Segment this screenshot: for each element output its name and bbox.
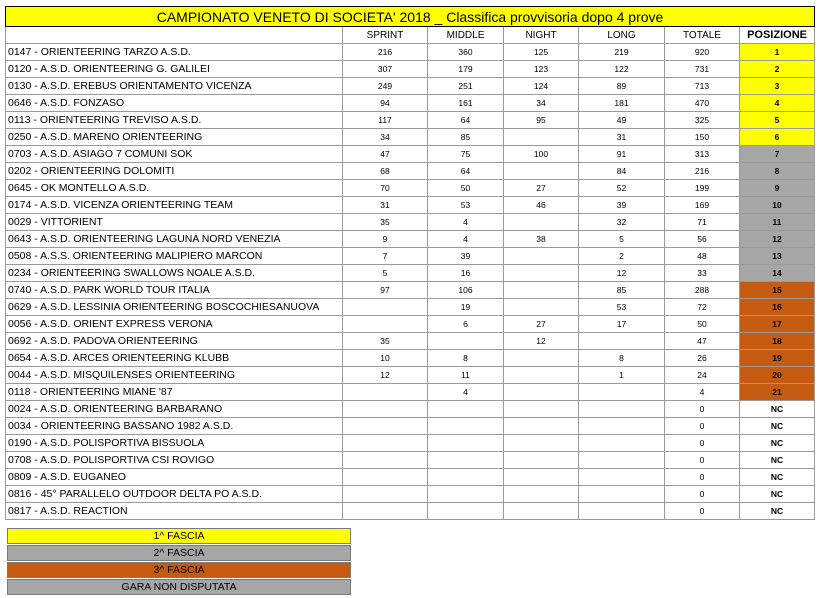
- night-cell: 95: [504, 112, 579, 129]
- position-cell: 15: [740, 282, 815, 299]
- middle-cell: [428, 503, 504, 520]
- sprint-cell: 10: [343, 350, 428, 367]
- night-cell: [504, 452, 579, 469]
- position-cell: 4: [740, 95, 815, 112]
- sprint-cell: 35: [343, 214, 428, 231]
- position-cell: 7: [740, 146, 815, 163]
- middle-cell: [428, 333, 504, 350]
- sprint-cell: [343, 503, 428, 520]
- sprint-cell: [343, 418, 428, 435]
- long-cell: 219: [579, 44, 665, 61]
- middle-cell: 75: [428, 146, 504, 163]
- table-row: [6, 282, 815, 299]
- position-cell: 13: [740, 248, 815, 265]
- total-cell: 150: [665, 129, 740, 146]
- long-cell: 8: [579, 350, 665, 367]
- middle-cell: 8: [428, 350, 504, 367]
- night-cell: [504, 435, 579, 452]
- night-cell: 124: [504, 78, 579, 95]
- header-team: [6, 27, 343, 44]
- long-cell: 31: [579, 129, 665, 146]
- table-row: [6, 418, 815, 435]
- total-cell: 56: [665, 231, 740, 248]
- team-name-cell: 0034 - ORIENTEERING BASSANO 1982 A.S.D.: [6, 418, 343, 435]
- sprint-cell: 94: [343, 95, 428, 112]
- table-row: [6, 469, 815, 486]
- team-name-cell: 0508 - A.S.S. ORIENTEERING MALIPIERO MARCON: [6, 248, 343, 265]
- team-name-cell: 0740 - A.S.D. PARK WORLD TOUR ITALIA: [6, 282, 343, 299]
- sprint-cell: 97: [343, 282, 428, 299]
- night-cell: [504, 401, 579, 418]
- position-cell: 17: [740, 316, 815, 333]
- middle-cell: 4: [428, 214, 504, 231]
- night-cell: [504, 299, 579, 316]
- night-cell: 12: [504, 333, 579, 350]
- position-cell: 3: [740, 78, 815, 95]
- middle-cell: 85: [428, 129, 504, 146]
- table-row: [6, 146, 815, 163]
- team-name-cell: 0044 - A.S.D. MISQUILENSES ORIENTEERING: [6, 367, 343, 384]
- position-cell: NC: [740, 418, 815, 435]
- middle-cell: 360: [428, 44, 504, 61]
- night-cell: 38: [504, 231, 579, 248]
- long-cell: [579, 384, 665, 401]
- total-cell: 0: [665, 503, 740, 520]
- total-cell: 0: [665, 452, 740, 469]
- total-cell: 26: [665, 350, 740, 367]
- total-cell: 47: [665, 333, 740, 350]
- position-cell: 20: [740, 367, 815, 384]
- header-long: LONG: [579, 27, 665, 44]
- team-name-cell: 0024 - A.S.D. ORIENTEERING BARBARANO: [6, 401, 343, 418]
- night-cell: [504, 486, 579, 503]
- table-row: [6, 350, 815, 367]
- table-row: [6, 78, 815, 95]
- night-cell: [504, 248, 579, 265]
- table-row: [6, 333, 815, 350]
- position-cell: NC: [740, 503, 815, 520]
- night-cell: [504, 163, 579, 180]
- night-cell: 27: [504, 180, 579, 197]
- sprint-cell: [343, 452, 428, 469]
- middle-cell: 16: [428, 265, 504, 282]
- night-cell: [504, 129, 579, 146]
- team-name-cell: 0120 - A.S.D. ORIENTEERING G. GALILEI: [6, 61, 343, 78]
- total-cell: 48: [665, 248, 740, 265]
- team-name-cell: 0646 - A.S.D. FONZASO: [6, 95, 343, 112]
- long-cell: 2: [579, 248, 665, 265]
- position-cell: NC: [740, 452, 815, 469]
- title-row: [6, 7, 815, 27]
- table-row: [6, 231, 815, 248]
- middle-cell: [428, 435, 504, 452]
- long-cell: 53: [579, 299, 665, 316]
- night-cell: [504, 350, 579, 367]
- position-cell: 9: [740, 180, 815, 197]
- position-cell: NC: [740, 401, 815, 418]
- middle-cell: 19: [428, 299, 504, 316]
- table-row: [6, 95, 815, 112]
- middle-cell: 4: [428, 231, 504, 248]
- table-row: [6, 265, 815, 282]
- middle-cell: [428, 452, 504, 469]
- night-cell: [504, 265, 579, 282]
- position-cell: 1: [740, 44, 815, 61]
- long-cell: 12: [579, 265, 665, 282]
- position-cell: 12: [740, 231, 815, 248]
- table-row: [6, 299, 815, 316]
- legend-fascia1: 1^ FASCIA: [7, 528, 351, 544]
- legend-fascia2: 2^ FASCIA: [7, 545, 351, 561]
- middle-cell: 6: [428, 316, 504, 333]
- table-row: [6, 214, 815, 231]
- sprint-cell: 12: [343, 367, 428, 384]
- total-cell: 216: [665, 163, 740, 180]
- long-cell: [579, 333, 665, 350]
- long-cell: 181: [579, 95, 665, 112]
- header-middle: MIDDLE: [428, 27, 504, 44]
- position-cell: 19: [740, 350, 815, 367]
- long-cell: 84: [579, 163, 665, 180]
- table-row: [6, 486, 815, 503]
- middle-cell: 11: [428, 367, 504, 384]
- night-cell: 34: [504, 95, 579, 112]
- night-cell: [504, 418, 579, 435]
- team-name-cell: 0692 - A.S.D. PADOVA ORIENTEERING: [6, 333, 343, 350]
- table-row: [6, 401, 815, 418]
- sprint-cell: 216: [343, 44, 428, 61]
- middle-cell: 179: [428, 61, 504, 78]
- page-title: CAMPIONATO VENETO DI SOCIETA' 2018 _ Classifica provvisoria dopo 4 prove: [6, 7, 815, 27]
- position-cell: 11: [740, 214, 815, 231]
- table-row: [6, 61, 815, 78]
- middle-cell: [428, 401, 504, 418]
- position-cell: NC: [740, 435, 815, 452]
- middle-cell: 53: [428, 197, 504, 214]
- long-cell: [579, 452, 665, 469]
- night-cell: [504, 214, 579, 231]
- night-cell: [504, 503, 579, 520]
- team-name-cell: 0816 - 45° PARALLELO OUTDOOR DELTA PO A.S.D.: [6, 486, 343, 503]
- total-cell: 325: [665, 112, 740, 129]
- sprint-cell: 70: [343, 180, 428, 197]
- sprint-cell: 31: [343, 197, 428, 214]
- team-name-cell: 0708 - A.S.D. POLISPORTIVA CSI ROVIGO: [6, 452, 343, 469]
- sprint-cell: [343, 435, 428, 452]
- position-cell: 8: [740, 163, 815, 180]
- middle-cell: 39: [428, 248, 504, 265]
- long-cell: [579, 418, 665, 435]
- total-cell: 199: [665, 180, 740, 197]
- table-row: [6, 163, 815, 180]
- team-name-cell: 0174 - A.S.D. VICENZA ORIENTEERING TEAM: [6, 197, 343, 214]
- table-row: [6, 452, 815, 469]
- long-cell: 39: [579, 197, 665, 214]
- total-cell: 731: [665, 61, 740, 78]
- sprint-cell: [343, 299, 428, 316]
- table-row: [6, 44, 815, 61]
- sprint-cell: [343, 316, 428, 333]
- middle-cell: 50: [428, 180, 504, 197]
- middle-cell: [428, 469, 504, 486]
- total-cell: 50: [665, 316, 740, 333]
- sprint-cell: [343, 469, 428, 486]
- total-cell: 0: [665, 418, 740, 435]
- header-sprint: SPRINT: [343, 27, 428, 44]
- table-row: [6, 129, 815, 146]
- legend-non-disputata: GARA NON DISPUTATA: [7, 579, 351, 595]
- sprint-cell: 5: [343, 265, 428, 282]
- sprint-cell: [343, 401, 428, 418]
- middle-cell: [428, 418, 504, 435]
- position-cell: 10: [740, 197, 815, 214]
- long-cell: 49: [579, 112, 665, 129]
- position-cell: 5: [740, 112, 815, 129]
- long-cell: 122: [579, 61, 665, 78]
- sprint-cell: [343, 384, 428, 401]
- sprint-cell: 249: [343, 78, 428, 95]
- night-cell: 100: [504, 146, 579, 163]
- long-cell: 91: [579, 146, 665, 163]
- sprint-cell: 307: [343, 61, 428, 78]
- sprint-cell: 47: [343, 146, 428, 163]
- sprint-cell: 7: [343, 248, 428, 265]
- middle-cell: 251: [428, 78, 504, 95]
- table-row: [6, 384, 815, 401]
- team-name-cell: 0250 - A.S.D. MARENO ORIENTEERING: [6, 129, 343, 146]
- total-cell: 920: [665, 44, 740, 61]
- header-row: [6, 27, 815, 44]
- team-name-cell: 0056 - A.S.D. ORIENT EXPRESS VERONA: [6, 316, 343, 333]
- team-name-cell: 0643 - A.S.D. ORIENTEERING LAGUNA NORD VENEZIA: [6, 231, 343, 248]
- long-cell: 17: [579, 316, 665, 333]
- night-cell: [504, 469, 579, 486]
- table-row: [6, 248, 815, 265]
- team-name-cell: 0202 - ORIENTEERING DOLOMITI: [6, 163, 343, 180]
- total-cell: 0: [665, 401, 740, 418]
- total-cell: 470: [665, 95, 740, 112]
- middle-cell: 64: [428, 163, 504, 180]
- total-cell: 71: [665, 214, 740, 231]
- middle-cell: [428, 486, 504, 503]
- team-name-cell: 0645 - OK MONTELLO A.S.D.: [6, 180, 343, 197]
- long-cell: [579, 469, 665, 486]
- long-cell: [579, 435, 665, 452]
- team-name-cell: 0147 - ORIENTEERING TARZO A.S.D.: [6, 44, 343, 61]
- total-cell: 0: [665, 469, 740, 486]
- team-name-cell: 0130 - A.S.D. EREBUS ORIENTAMENTO VICENZA: [6, 78, 343, 95]
- team-name-cell: 0029 - VITTORIENT: [6, 214, 343, 231]
- night-cell: 46: [504, 197, 579, 214]
- team-name-cell: 0234 - ORIENTEERING SWALLOWS NOALE A.S.D.: [6, 265, 343, 282]
- header-night: NIGHT: [504, 27, 579, 44]
- total-cell: 713: [665, 78, 740, 95]
- total-cell: 0: [665, 486, 740, 503]
- night-cell: [504, 367, 579, 384]
- table-row: [6, 112, 815, 129]
- header-totale: TOTALE: [665, 27, 740, 44]
- long-cell: [579, 486, 665, 503]
- long-cell: 1: [579, 367, 665, 384]
- total-cell: 4: [665, 384, 740, 401]
- night-cell: 125: [504, 44, 579, 61]
- long-cell: 5: [579, 231, 665, 248]
- position-cell: NC: [740, 469, 815, 486]
- team-name-cell: 0703 - A.S.D. ASIAGO 7 COMUNI SOK: [6, 146, 343, 163]
- total-cell: 313: [665, 146, 740, 163]
- sprint-cell: 34: [343, 129, 428, 146]
- table-row: [6, 435, 815, 452]
- legend-fascia3: 3^ FASCIA: [7, 562, 351, 578]
- middle-cell: 64: [428, 112, 504, 129]
- table-row: [6, 503, 815, 520]
- position-cell: 21: [740, 384, 815, 401]
- total-cell: 288: [665, 282, 740, 299]
- position-cell: 6: [740, 129, 815, 146]
- long-cell: 32: [579, 214, 665, 231]
- table-row: [6, 197, 815, 214]
- long-cell: 89: [579, 78, 665, 95]
- total-cell: 0: [665, 435, 740, 452]
- table-row: [6, 367, 815, 384]
- night-cell: 27: [504, 316, 579, 333]
- team-name-cell: 0118 - ORIENTEERING MIANE '87: [6, 384, 343, 401]
- position-cell: 14: [740, 265, 815, 282]
- position-cell: 18: [740, 333, 815, 350]
- long-cell: [579, 503, 665, 520]
- sprint-cell: [343, 486, 428, 503]
- total-cell: 33: [665, 265, 740, 282]
- total-cell: 169: [665, 197, 740, 214]
- sprint-cell: 9: [343, 231, 428, 248]
- night-cell: [504, 282, 579, 299]
- table-row: [6, 180, 815, 197]
- position-cell: 2: [740, 61, 815, 78]
- team-name-cell: 0113 - ORIENTEERING TREVISO A.S.D.: [6, 112, 343, 129]
- long-cell: 52: [579, 180, 665, 197]
- sprint-cell: 68: [343, 163, 428, 180]
- team-name-cell: 0809 - A.S.D. EUGANEO: [6, 469, 343, 486]
- team-name-cell: 0629 - A.S.D. LESSINIA ORIENTEERING BOSCOCHIESANUOVA: [6, 299, 343, 316]
- table-row: [6, 316, 815, 333]
- sprint-cell: 35: [343, 333, 428, 350]
- position-cell: 16: [740, 299, 815, 316]
- standings-table: [5, 6, 815, 520]
- position-cell: NC: [740, 486, 815, 503]
- middle-cell: 106: [428, 282, 504, 299]
- total-cell: 24: [665, 367, 740, 384]
- sprint-cell: 117: [343, 112, 428, 129]
- night-cell: 123: [504, 61, 579, 78]
- total-cell: 72: [665, 299, 740, 316]
- long-cell: 85: [579, 282, 665, 299]
- middle-cell: 4: [428, 384, 504, 401]
- night-cell: [504, 384, 579, 401]
- long-cell: [579, 401, 665, 418]
- team-name-cell: 0817 - A.S.D. REACTION: [6, 503, 343, 520]
- team-name-cell: 0190 - A.S.D. POLISPORTIVA BISSUOLA: [6, 435, 343, 452]
- header-posizione: POSIZIONE: [740, 27, 815, 44]
- team-name-cell: 0654 - A.S.D. ARCES ORIENTEERING KLUBB: [6, 350, 343, 367]
- middle-cell: 161: [428, 95, 504, 112]
